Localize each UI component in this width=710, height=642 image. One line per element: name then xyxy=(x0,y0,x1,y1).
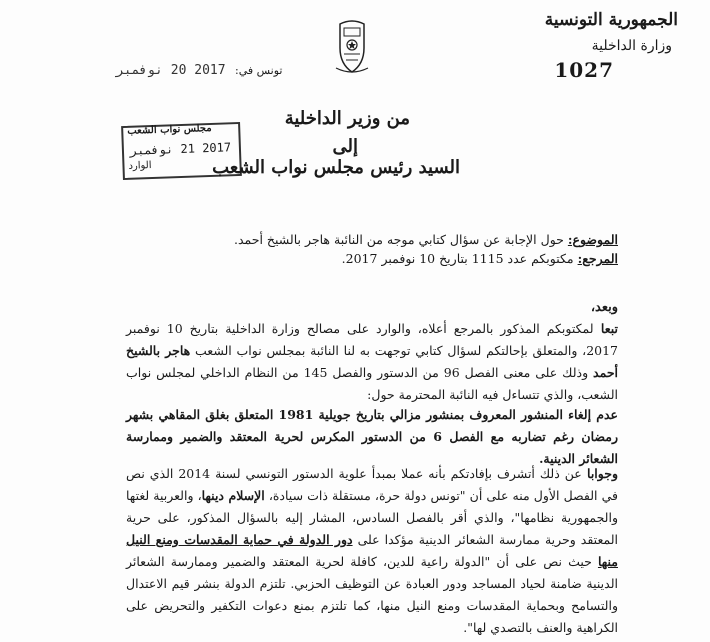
tunisia-emblem-icon xyxy=(332,18,372,76)
sender-line: من وزير الداخلية xyxy=(284,108,410,129)
p3-text-c: حيث نص على أن "الدولة راعية للدين، كافلة لحرية المعتقد والضمير وممارسة الشعائر الدينية ضامنة لحياد المساجد ودور العبادة عن التوظيف الحزبي. تلتزم الدولة بنشر قيم الاعتدال والتسامح وبحماية المقدسات ومنع النيل منها، كما تلتزم بمنع دعوات التكفير والتحريض على الكراهية والعنف بالتصدي لها". xyxy=(126,554,618,635)
p3-islam: الإسلام دينها xyxy=(201,488,265,503)
paragraph-2-question: عدم إلغاء المنشور المعروف بمنشور مزالي بتاريخ جويلية 1981 المتعلق بغلق المقاهي بشهر رمضان رغم تضاربه مع الفصل 6 من الدستور المكرس لحرية المعتقد والضمير وممارسة الشعائر الدينية. xyxy=(126,407,618,466)
letter-number: 1027 xyxy=(554,58,614,82)
p3-text-a: عن ذلك أتشرف بإفادتكم بأنه عملا بمبدأ علوية الدستور التونسي لسنة 2014 الذي نص في الفصل الأول منه على أن "تونس دولة حرة، مستقلة ذات سيادة، xyxy=(126,466,618,503)
to-line: إلى xyxy=(332,136,358,157)
p3-lead: وجوابا xyxy=(581,466,618,481)
stamp-institution: مجلس نواب الشعب xyxy=(127,122,212,137)
reference-line xyxy=(342,251,618,266)
p3-text-b: ، والعربية لغتها والجمهورية نظامها"، والذي أقر بالفصل السادس، المشار إليه بالسؤال المذكور، على حرية المعتقد وحرية ممارسة الشعائر الدينية مؤكدا على xyxy=(126,488,618,547)
ministry-heading: وزارة الداخلية xyxy=(591,38,672,54)
p1-lead: تبعا xyxy=(593,321,619,336)
paragraph-1 xyxy=(126,318,618,406)
p1-text-b: وذلك على معنى الفصل 96 من الدستور والفصل 145 من النظام الداخلي لمجلس نواب الشعب، والذي تتساءل فيه النائبة المحترمة حول: xyxy=(126,365,618,402)
date-label: تونس في: xyxy=(235,64,283,77)
p3-role: دور الدولة في حماية المقدسات ومنع النيل منها xyxy=(126,532,618,569)
subject-line xyxy=(234,232,618,247)
stamp-date: 2017 21 نوفمبر xyxy=(129,140,232,158)
republic-heading: الجمهورية التونسية xyxy=(544,10,678,30)
reference-label: المرجع: xyxy=(577,251,618,266)
stamp-incoming: الوارد xyxy=(128,160,152,172)
recipient-line: السيد رئيس مجلس نواب الشعب xyxy=(212,157,460,178)
p1-name: هاجر بالشيخ أحمد xyxy=(126,343,619,380)
subject-label: الموضوع: xyxy=(567,232,618,247)
date-stamp: 2017 20 نوفمبر xyxy=(116,63,226,78)
subject-text: حول الإجابة عن سؤال كتابي موجه من النائبة هاجر بالشيخ أحمد. xyxy=(234,232,568,247)
reference-text: مكتوبكم عدد 1115 بتاريخ 10 نوفمبر 2017. xyxy=(341,251,578,266)
p1-text-a: لمكتوبكم المذكور بالمرجع أعلاه، والوارد على مصالح وزارة الداخلية بتاريخ 10 نوفمبر 2017، والمتعلق بإحالتكم لسؤال كتابي توجهت به لنا النائبة بمجلس نواب الشعب xyxy=(126,321,619,358)
paragraph-3 xyxy=(126,463,618,639)
greeting: وبعد، xyxy=(590,300,618,315)
